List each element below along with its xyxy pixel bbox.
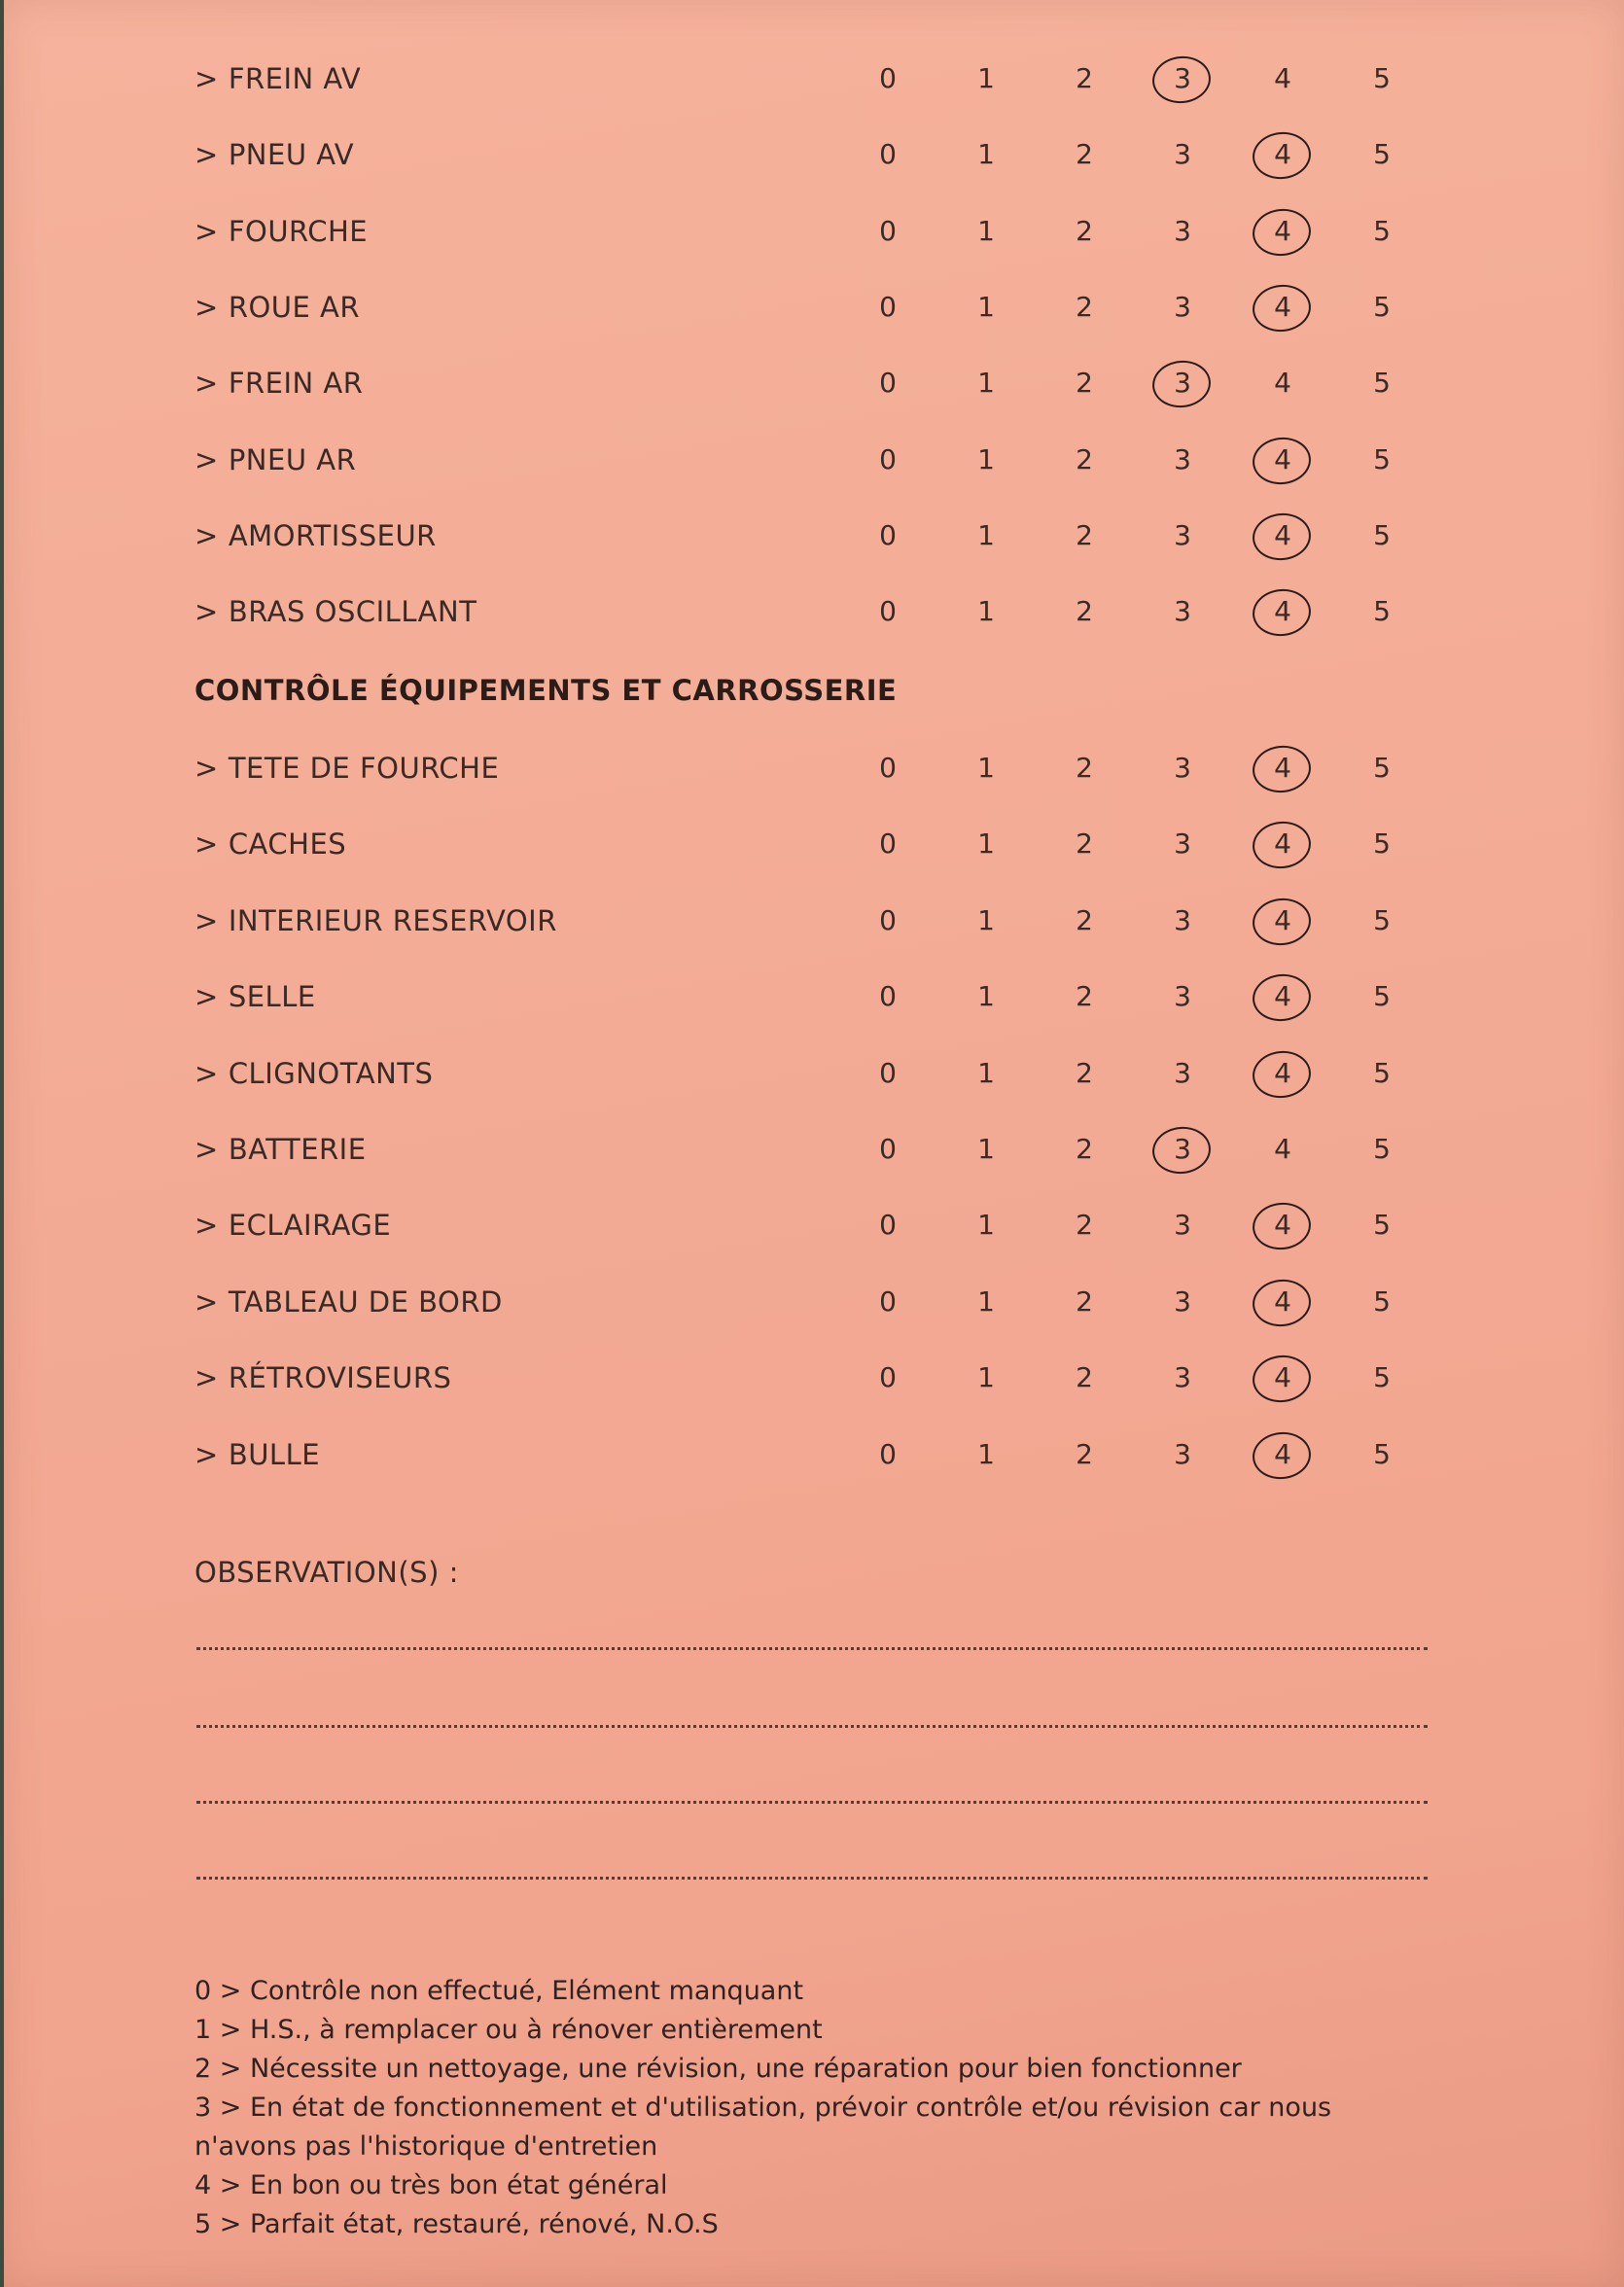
rating-item-label [194, 820, 346, 868]
score-option[interactable]: 3 [1174, 752, 1191, 784]
rating-item-label [194, 1049, 433, 1098]
score-option[interactable]: 1 [977, 980, 995, 1013]
score-option[interactable]: 5 [1373, 1284, 1391, 1318]
legend-item: 1 > H.S., à remplacer ou à rénover entièrement [194, 2015, 823, 2045]
rating-row [4, 1125, 1624, 1174]
rating-row [4, 436, 1624, 484]
score-option-selected[interactable]: 4 [1258, 511, 1307, 560]
score-option[interactable]: 5 [1373, 1361, 1391, 1394]
rating-row [4, 972, 1624, 1021]
score-option[interactable]: 2 [1076, 1133, 1093, 1165]
score-option[interactable]: 2 [1076, 1056, 1093, 1089]
legend-item: 3 > En état de fonctionnement et d'utilisation, prévoir contrôle et/ou révision car nous n'avons pas l'historique d'entretien [194, 2093, 1332, 2162]
score-option[interactable]: 2 [1076, 214, 1093, 247]
score-option[interactable]: 1 [977, 1361, 995, 1394]
score-option[interactable]: 3 [1174, 1056, 1191, 1089]
rating-row [4, 130, 1624, 179]
score-option[interactable]: 5 [1373, 214, 1391, 247]
score-option[interactable]: 0 [879, 62, 897, 94]
item-name: SELLE [228, 980, 316, 1014]
score-option[interactable]: 2 [1076, 367, 1093, 400]
score-option[interactable]: 5 [1373, 1056, 1391, 1089]
legend-item: 2 > Nécessite un nettoyage, une révision, une réparation pour bien fonctionner [194, 2054, 1242, 2084]
score-option-selected[interactable]: 4 [1258, 820, 1307, 868]
row-prefix: > [194, 1437, 219, 1471]
score-option[interactable]: 0 [879, 827, 897, 861]
score-option[interactable]: 3 [1174, 1209, 1191, 1242]
item-name: BRAS OSCILLANT [228, 595, 477, 629]
score-option[interactable]: 1 [977, 1209, 995, 1242]
score-option-selected[interactable]: 4 [1258, 1430, 1307, 1479]
score-option[interactable]: 1 [977, 214, 995, 247]
score-option[interactable]: 1 [977, 518, 995, 551]
score-option[interactable]: 5 [1373, 518, 1391, 551]
score-option-selected[interactable]: 4 [1258, 1278, 1307, 1326]
item-name: BULLE [228, 1437, 321, 1471]
score-option-selected[interactable]: 4 [1258, 897, 1307, 945]
score-option[interactable]: 1 [977, 367, 995, 400]
score-option[interactable]: 1 [977, 1056, 995, 1089]
item-name: FREIN AV [228, 62, 362, 95]
rating-row [4, 1201, 1624, 1249]
score-option[interactable]: 2 [1076, 1437, 1093, 1470]
score-option-selected[interactable]: 3 [1158, 359, 1207, 407]
score-option[interactable]: 1 [977, 62, 995, 94]
score-option[interactable]: 4 [1274, 62, 1291, 94]
rating-row [4, 1049, 1624, 1098]
score-option[interactable]: 5 [1373, 138, 1391, 171]
score-option[interactable]: 2 [1076, 827, 1093, 861]
item-name: CLIGNOTANTS [228, 1056, 434, 1090]
score-option[interactable]: 2 [1076, 290, 1093, 323]
item-name: ROUE AR [228, 290, 361, 324]
row-prefix: > [194, 1133, 219, 1166]
rating-legend [194, 1972, 1410, 2244]
score-option-selected[interactable]: 4 [1258, 207, 1307, 256]
rating-item-label [194, 744, 499, 792]
score-option[interactable]: 2 [1076, 980, 1093, 1013]
rating-row [4, 587, 1624, 636]
rating-row [4, 820, 1624, 868]
rating-row [4, 1354, 1624, 1402]
score-option[interactable]: 5 [1373, 827, 1391, 861]
row-prefix: > [194, 214, 219, 248]
score-option[interactable]: 0 [879, 290, 897, 323]
score-option-selected[interactable]: 4 [1258, 587, 1307, 636]
rating-item-label [194, 972, 316, 1021]
row-prefix: > [194, 1209, 219, 1243]
score-option[interactable]: 0 [879, 903, 897, 936]
score-option[interactable]: 0 [879, 1284, 897, 1318]
score-option[interactable]: 3 [1174, 290, 1191, 323]
row-prefix: > [194, 367, 219, 401]
rating-row [4, 511, 1624, 560]
rating-item-label [194, 1354, 451, 1402]
score-option[interactable]: 0 [879, 595, 897, 628]
rating-item-label [194, 1201, 391, 1249]
score-option[interactable]: 5 [1373, 1437, 1391, 1470]
score-option[interactable]: 5 [1373, 1209, 1391, 1242]
rating-row [4, 54, 1624, 103]
observation-line[interactable] [196, 1725, 1428, 1728]
score-option-selected[interactable]: 3 [1158, 1125, 1207, 1174]
score-option-selected[interactable]: 4 [1258, 283, 1307, 332]
score-option-selected[interactable]: 4 [1258, 130, 1307, 179]
legend-item: 4 > En bon ou très bon état général [194, 2170, 668, 2200]
score-option[interactable]: 2 [1076, 595, 1093, 628]
score-option[interactable]: 3 [1174, 1284, 1191, 1318]
score-option[interactable]: 5 [1373, 1133, 1391, 1165]
score-option[interactable]: 4 [1274, 367, 1291, 400]
score-option[interactable]: 2 [1076, 1209, 1093, 1242]
score-option[interactable]: 0 [879, 138, 897, 171]
legend-item: 0 > Contrôle non effectué, Elément manquant [194, 1976, 804, 2006]
score-option[interactable]: 2 [1076, 1284, 1093, 1318]
score-option-selected[interactable]: 3 [1158, 54, 1207, 103]
item-name: PNEU AR [228, 442, 357, 476]
observation-line[interactable] [196, 1647, 1428, 1650]
rating-row [4, 744, 1624, 792]
score-option[interactable]: 1 [977, 1437, 995, 1470]
rating-item-label [194, 436, 356, 484]
row-prefix: > [194, 442, 219, 476]
rating-item-label [194, 1430, 320, 1479]
score-option-selected[interactable]: 4 [1258, 744, 1307, 792]
score-option-selected[interactable]: 4 [1258, 1049, 1307, 1098]
row-prefix: > [194, 827, 219, 862]
rating-item-label [194, 207, 368, 256]
score-option[interactable]: 1 [977, 442, 995, 475]
item-name: TABLEAU DE BORD [228, 1284, 503, 1319]
rating-row [4, 283, 1624, 332]
row-prefix: > [194, 980, 219, 1014]
rating-item-label [194, 283, 360, 332]
score-option[interactable]: 2 [1076, 138, 1093, 171]
item-name: RÉTROVISEURS [228, 1361, 452, 1395]
row-prefix: > [194, 1056, 219, 1090]
score-option[interactable]: 5 [1373, 595, 1391, 628]
score-option[interactable]: 0 [879, 1133, 897, 1165]
score-option[interactable]: 1 [977, 138, 995, 171]
item-name: ECLAIRAGE [228, 1209, 392, 1243]
score-option[interactable]: 0 [879, 367, 897, 400]
row-prefix: > [194, 595, 219, 629]
score-option[interactable]: 4 [1274, 1133, 1291, 1165]
item-name: PNEU AV [228, 138, 355, 172]
rating-item-label [194, 1278, 503, 1326]
row-prefix: > [194, 1361, 219, 1395]
score-option[interactable]: 1 [977, 595, 995, 628]
score-option[interactable]: 5 [1373, 903, 1391, 936]
score-option[interactable]: 0 [879, 214, 897, 247]
score-option[interactable]: 3 [1174, 827, 1191, 861]
score-option[interactable]: 3 [1174, 595, 1191, 628]
score-option[interactable]: 1 [977, 752, 995, 784]
score-option[interactable]: 3 [1174, 980, 1191, 1013]
score-option[interactable]: 2 [1076, 903, 1093, 936]
row-prefix: > [194, 138, 219, 172]
score-option[interactable]: 3 [1174, 214, 1191, 247]
row-prefix: > [194, 752, 219, 785]
score-option-selected[interactable]: 4 [1258, 972, 1307, 1021]
observations-label: OBSERVATION(S) : [194, 1556, 459, 1589]
score-option[interactable]: 1 [977, 1284, 995, 1318]
score-option-selected[interactable]: 4 [1258, 1201, 1307, 1249]
item-name: CACHES [228, 827, 347, 862]
score-option[interactable]: 5 [1373, 752, 1391, 784]
score-option[interactable]: 1 [977, 903, 995, 936]
observation-line[interactable] [196, 1801, 1428, 1804]
item-name: FOURCHE [228, 214, 369, 248]
rating-item-label [194, 54, 361, 103]
score-option[interactable]: 0 [879, 1056, 897, 1089]
score-option[interactable]: 5 [1373, 290, 1391, 323]
inspection-sheet [4, 0, 1624, 2287]
rating-item-label [194, 897, 557, 945]
score-option[interactable]: 1 [977, 290, 995, 323]
score-option[interactable]: 1 [977, 827, 995, 861]
row-prefix: > [194, 903, 219, 937]
row-prefix: > [194, 290, 219, 324]
score-option-selected[interactable]: 4 [1258, 436, 1307, 484]
score-option[interactable]: 2 [1076, 62, 1093, 94]
rating-item-label [194, 359, 363, 407]
rating-item-label [194, 511, 437, 560]
rating-item-label [194, 130, 354, 179]
score-option[interactable]: 0 [879, 980, 897, 1013]
row-prefix: > [194, 1284, 219, 1319]
observation-line[interactable] [196, 1877, 1428, 1880]
item-name: INTERIEUR RESERVOIR [228, 903, 557, 937]
score-option-selected[interactable]: 4 [1258, 1354, 1307, 1402]
score-option[interactable]: 3 [1174, 518, 1191, 551]
score-option[interactable]: 3 [1174, 1437, 1191, 1470]
row-prefix: > [194, 518, 219, 552]
score-option[interactable]: 0 [879, 752, 897, 784]
score-option[interactable]: 2 [1076, 752, 1093, 784]
score-option[interactable]: 3 [1174, 138, 1191, 171]
score-option[interactable]: 0 [879, 442, 897, 475]
score-option[interactable]: 0 [879, 1209, 897, 1242]
rating-item-label [194, 1125, 367, 1174]
score-option[interactable]: 0 [879, 1437, 897, 1470]
rating-row [4, 1278, 1624, 1326]
score-option[interactable]: 3 [1174, 903, 1191, 936]
item-name: BATTERIE [228, 1133, 367, 1166]
rating-row [4, 1430, 1624, 1479]
score-option[interactable]: 2 [1076, 1361, 1093, 1394]
score-option[interactable]: 5 [1373, 442, 1391, 475]
score-option[interactable]: 3 [1174, 442, 1191, 475]
score-option[interactable]: 0 [879, 518, 897, 551]
score-option[interactable]: 5 [1373, 367, 1391, 400]
section-title: CONTRÔLE ÉQUIPEMENTS ET CARROSSERIE [194, 674, 898, 707]
score-option[interactable]: 2 [1076, 518, 1093, 551]
row-prefix: > [194, 62, 219, 95]
score-option[interactable]: 1 [977, 1133, 995, 1165]
rating-item-label [194, 587, 477, 636]
score-option[interactable]: 2 [1076, 442, 1093, 475]
rating-row [4, 359, 1624, 407]
legend-item: 5 > Parfait état, restauré, rénové, N.O.S [194, 2209, 719, 2239]
rating-row [4, 207, 1624, 256]
score-option[interactable]: 0 [879, 1361, 897, 1394]
score-option[interactable]: 3 [1174, 1361, 1191, 1394]
score-option[interactable]: 5 [1373, 62, 1391, 94]
score-option[interactable]: 5 [1373, 980, 1391, 1013]
rating-row [4, 897, 1624, 945]
item-name: TETE DE FOURCHE [228, 752, 500, 785]
item-name: FREIN AR [228, 367, 364, 401]
item-name: AMORTISSEUR [228, 518, 437, 552]
